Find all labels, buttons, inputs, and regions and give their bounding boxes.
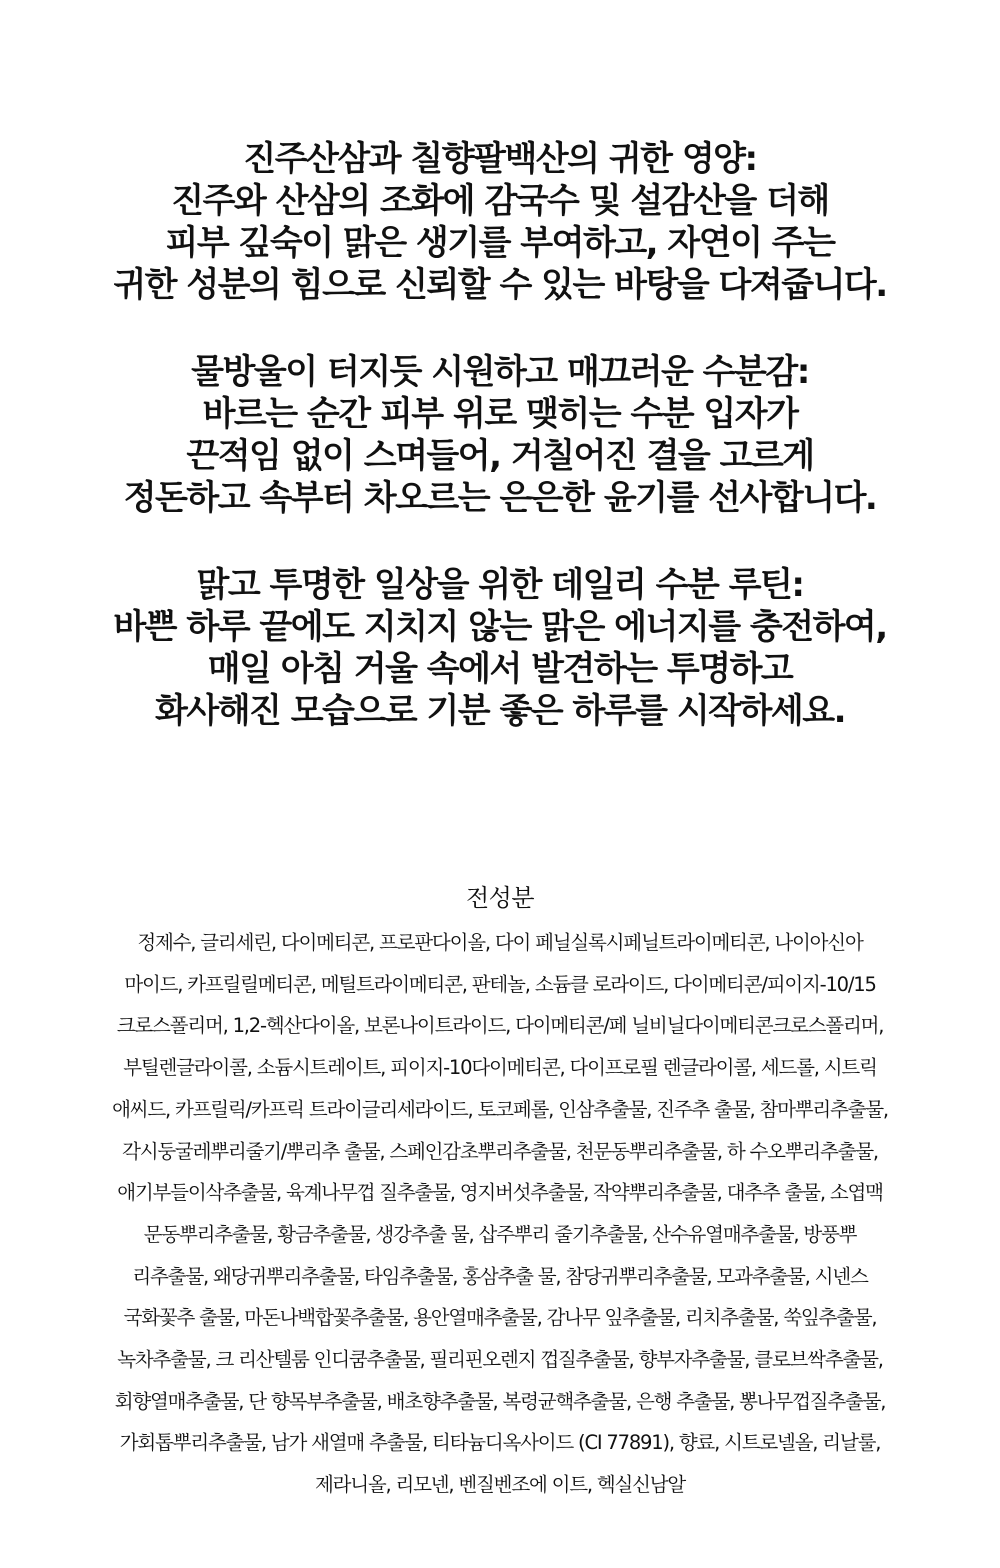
ingredients-list [50, 878, 950, 1506]
ingredients-line: 리추출물, 왜당귀뿌리추출물, 타임추출물, 홍삼추출 물, 참당귀뿌리추출물, 모과추출물, 시넨스 [132, 1264, 868, 1288]
description-section-pearl-ginseng [0, 138, 1000, 306]
ingredients-line: 가회톱뿌리추출물, 남가 새열매 추출물, 티타늄디옥사이드 (CI 77891), 향료, 시트로넬올, 리날룰, [119, 1431, 881, 1455]
ingredients-line: 애기부들이삭추출물, 육계나무껍 질추출물, 영지버섯추출물, 작약뿌리추출물, 대추추 출물, 소엽맥 [117, 1181, 883, 1205]
description-line: 맑고 투명한 일상을 위한 데일리 수분 루틴: [196, 565, 804, 605]
description-line: 물방울이 터지듯 시원하고 매끄러운 수분감: [191, 352, 809, 392]
ingredients-line: 문동뿌리추출물, 황금추출물, 생강추출 물, 삽주뿌리 줄기추출물, 산수유열매추출물, 방풍뿌 [143, 1222, 857, 1246]
ingredients-line: 제라니올, 리모넨, 벤질벤조에 이트, 헥실신남알 [314, 1473, 686, 1497]
description-line: 정돈하고 속부터 차오르는 은은한 윤기를 선사합니다. [123, 478, 877, 518]
ingredients-line: 녹차추출물, 크 리산텔룸 인디쿰추출물, 필리핀오렌지 껍질추출물, 향부자추출물, 클로브싹추출물, [117, 1348, 883, 1372]
product-description [0, 138, 1000, 732]
ingredients-line: 각시둥굴레뿌리줄기/뿌리추 출물, 스페인감초뿌리추출물, 천문동뿌리추출물, 하 수오뿌리추출물, [122, 1139, 878, 1163]
description-section-moisture [0, 351, 1000, 519]
description-line: 끈적임 없이 스며들어, 거칠어진 결을 고르게 [186, 436, 814, 476]
description-section-daily-routine [0, 564, 1000, 732]
description-line: 진주산삼과 칠향팔백산의 귀한 영양: [243, 139, 757, 179]
description-line: 매일 아침 거울 속에서 발견하는 투명하고 [207, 649, 793, 689]
ingredients-line: 정제수, 글리세린, 다이메티콘, 프로판다이올, 다이 페닐실록시페닐트라이메티콘, 나이아신아 [137, 931, 863, 954]
description-line: 바쁜 하루 끝에도 지치지 않는 맑은 에너지를 충전하여, [113, 607, 887, 647]
description-line: 귀한 성분의 힘으로 신뢰할 수 있는 바탕을 다져줍니다. [113, 265, 887, 305]
ingredients-title: 전성분 [465, 884, 535, 912]
ingredients-line: 회향열매추출물, 단 향목부추출물, 배초향추출물, 복령균핵추출물, 은행 추출물, 뽕나무껍질추출물, [114, 1389, 886, 1413]
ingredients-line: 마이드, 카프릴릴메티콘, 메틸트라이메티콘, 판테놀, 소듐클 로라이드, 다이메티콘/피이지-10/15 [124, 972, 876, 996]
description-line: 피부 깊숙이 맑은 생기를 부여하고, 자연이 주는 [165, 223, 835, 263]
ingredients-line: 애씨드, 카프릴릭/카프릭 트라이글리세라이드, 토코페롤, 인삼추출물, 진주추 출물, 참마뿌리추출물, [112, 1097, 888, 1121]
description-line: 바르는 순간 피부 위로 맺히는 수분 입자가 [202, 394, 798, 434]
ingredients-line: 부틸렌글라이콜, 소듐시트레이트, 피이지-10다이메티콘, 다이프로필 렌글라이콜, 세드롤, 시트릭 [123, 1056, 877, 1080]
ingredients-line: 국화꽃추 출물, 마돈나백합꽃추출물, 용안열매추출물, 감나무 잎추출물, 리치추출물, 쑥잎추출물, [123, 1306, 877, 1330]
ingredients-line: 크로스폴리머, 1,2-헥산다이올, 보론나이트라이드, 다이메티콘/페 닐비닐다이메티콘크로스폴리머, [116, 1014, 884, 1038]
description-line: 화사해진 모습으로 기분 좋은 하루를 시작하세요. [155, 691, 845, 731]
description-line: 진주와 산삼의 조화에 감국수 및 설감산을 더해 [171, 181, 829, 221]
